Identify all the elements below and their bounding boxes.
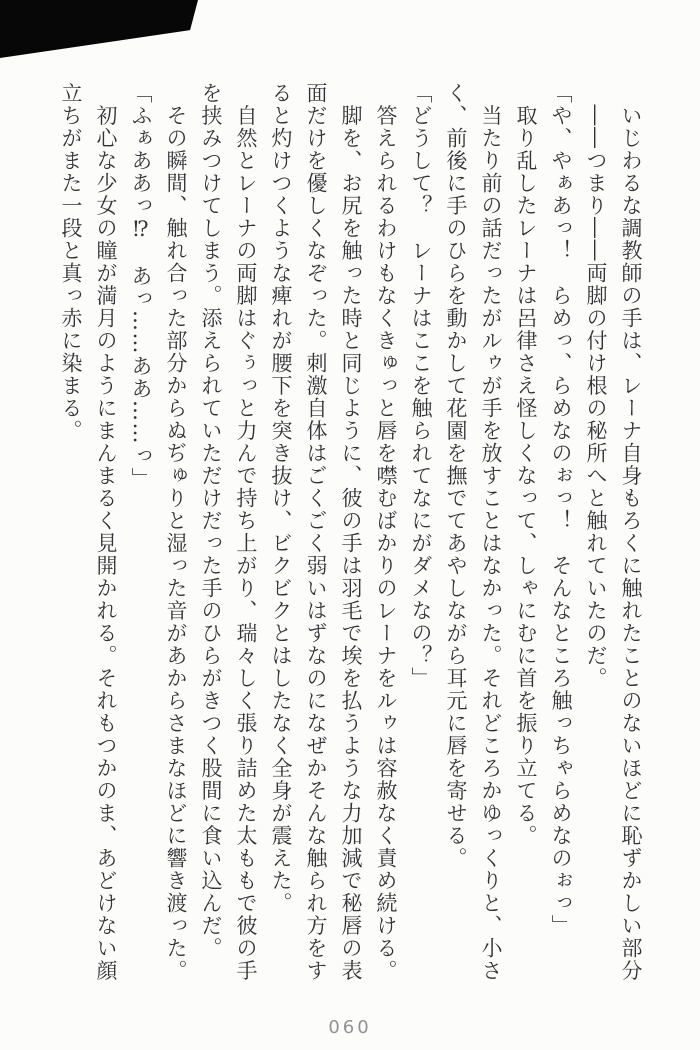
- scan-artifact-top-left: [0, 0, 198, 58]
- page-number: 060: [328, 1017, 372, 1038]
- text-line: 自然とレーナの両脚はぐぅっと力んで持ち上がり、瑞々しく張り詰めた太ももで彼の手: [234, 82, 258, 982]
- text-line: いじわるな調教師の手は、レーナ自身もろくに触れたことのないほどに恥ずかしい部分: [619, 82, 643, 982]
- text-line: その瞬間、触れ合った部分からぬぢゅりと湿った音があからさまなほどに響き渡った。: [164, 82, 188, 982]
- text-line: 「や、やぁあっ！ らめっ、らめなのぉっ！ そんなところ触っちゃらめなのぉっ」: [549, 82, 573, 937]
- text-line: を挟みつけてしまう。添えられていただけだった手のひらがきつく股間に食い込んだ。: [199, 82, 223, 960]
- text-line: 脚を、お尻を触った時と同じように、彼の手は羽毛で埃を払うような力加減で秘唇の表: [339, 82, 363, 982]
- text-line: 立ちがまた一段と真っ赤に染まる。: [59, 82, 83, 442]
- text-line: ると灼けつくような痺れが腰下を突き抜け、ビクビクとはしたなく全身が震えた。: [269, 82, 293, 915]
- text-line: 当たり前の話だったがルゥが手を放すことはなかった。それどころかゆっくりと、小さ: [479, 82, 503, 982]
- vertical-text-block: [53, 82, 648, 982]
- text-line: 面だけを優しくなぞった。刺激自体はごくごく弱いはずなのになぜかそんな触られ方をす: [304, 82, 328, 982]
- text-line: 取り乱したレーナは呂律さえ怪しくなって、しゃにむに首を振り立てる。: [514, 82, 538, 847]
- text-line: 答えられるわけもなくきゅっと唇を噤むばかりのレーナをルゥは容赦なく責め続ける。: [374, 82, 398, 982]
- text-line: 「ふぁああっ⁉ あっ……ああ……っ」: [129, 82, 153, 490]
- text-line: 「どうして？ レーナはここを触られてなにがダメなの？」: [409, 82, 433, 690]
- text-line: く、前後に手のひらを動かして花園を撫でてあやしながら耳元に唇を寄せる。: [444, 82, 468, 870]
- text-line: ――つまり――両脚の付け根の秘所へと触れていたのだ。: [584, 82, 608, 690]
- text-line: 初心な少女の瞳が満月のようにまんまるく見開かれる。それもつかのま、あどけない顔: [94, 82, 118, 982]
